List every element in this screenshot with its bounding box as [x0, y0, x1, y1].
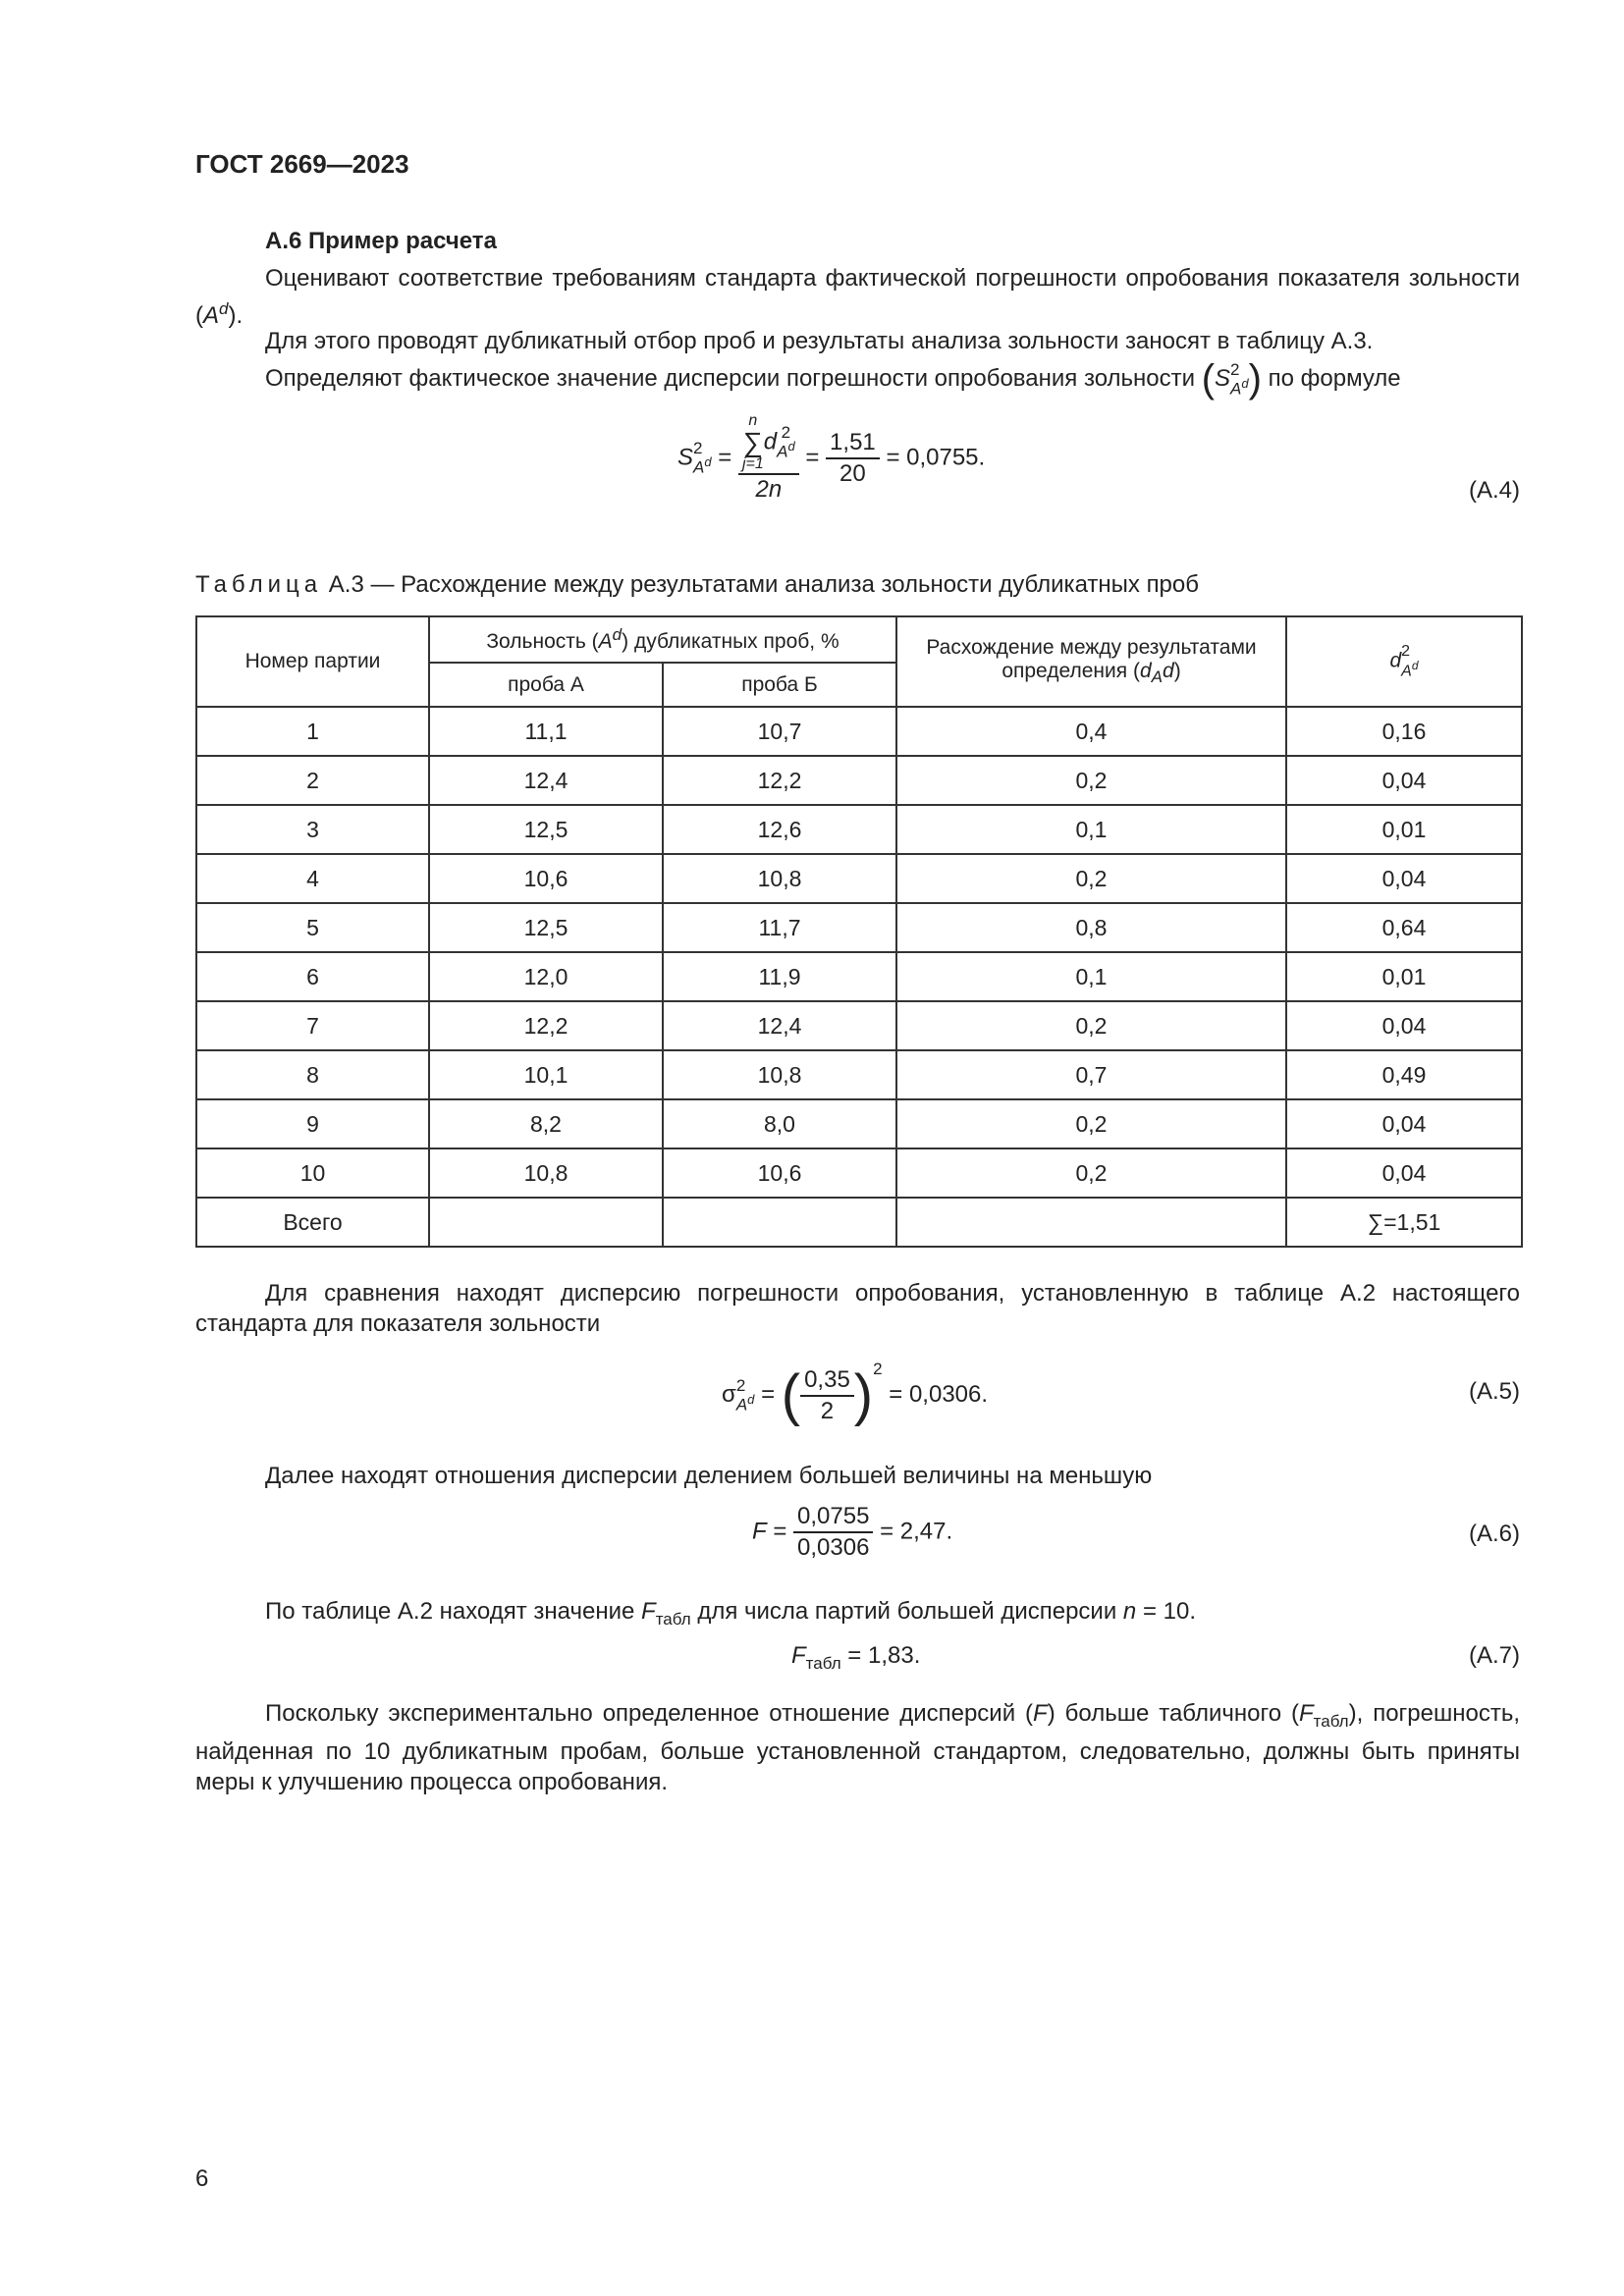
equation-a6-label: (А.6): [1468, 1521, 1520, 1547]
paragraph-4: Для сравнения находят дисперсию погрешности опробования, установленную в таблице А.2 настоящего стандарта для показателя зольности: [195, 1280, 1520, 1337]
equation-a5-label: (А.5): [1468, 1378, 1520, 1405]
header-d-squared: d 2 $A^d$: [1286, 616, 1522, 707]
table-row: 6 12,0 11,9 0,1 0,01: [196, 952, 1522, 1001]
table-row: 10 10,8 10,6 0,2 0,04: [196, 1148, 1522, 1198]
header-sample-a: проба А: [429, 663, 663, 707]
paragraph-1: Оценивают соответствие требованиям стандарта фактической погрешности опробования показателя зольности $(A^d)$.: [195, 265, 1520, 329]
table-row: 1 11,1 10,7 0,4 0,16: [196, 707, 1522, 756]
table-row: 5 12,5 11,7 0,8 0,64: [196, 903, 1522, 952]
equation-a7-label: (А.7): [1468, 1642, 1520, 1669]
section-title: А.6 Пример расчета: [265, 228, 497, 254]
header-ash: Зольность $(A^d)$ дубликатных проб, %: [429, 616, 896, 663]
equation-a6: F = $\frac{0,0755}{0,0306}$ = 2,47.: [752, 1503, 953, 1561]
paragraph-7: Поскольку экспериментально определенное отношение дисперсий (F) больше табличного $(F_{табл})$, погрешность, найденная по 10 дубликатным пробам, больше установленной стандартом, следовательно, должны быть приняты меры к улучшению процесса опробования.: [195, 1700, 1521, 1795]
paragraph-6: По таблице А.2 находят значение $F_{табл}$ для числа партий большей дисперсии n = 10.: [265, 1598, 1196, 1629]
page-number: 6: [195, 2165, 209, 2192]
table-total-row: Всего ∑=1,51: [196, 1198, 1522, 1247]
table-row: 7 12,2 12,4 0,2 0,04: [196, 1001, 1522, 1050]
document-code: ГОСТ 2669—2023: [195, 149, 409, 179]
table-row: 3 12,5 12,6 0,1 0,01: [196, 805, 1522, 854]
table-row: 4 10,6 10,8 0,2 0,04: [196, 854, 1522, 903]
paragraph-3: Определяют фактическое значение дисперсии погрешности опробования зольности (S 2 $A^d$ ) по формуле: [265, 357, 1401, 400]
table-row: 2 12,4 12,2 0,2 0,04: [196, 756, 1522, 805]
equation-a4: S 2 $A^d$ = n ∑ j=1 d 2 $A^d$ 2n = $\frac{1,51}{20}$ = 0,0755.: [677, 412, 986, 503]
table-row: 9 8,2 8,0 0,2 0,04: [196, 1099, 1522, 1148]
paragraph-5: Далее находят отношения дисперсии делением большей величины на меньшую: [265, 1463, 1153, 1489]
equation-a4-label: (А.4): [1468, 477, 1520, 504]
paragraph-2: Для этого проводят дубликатный отбор проб и результаты анализа зольности заносят в таблицу А.3.: [265, 328, 1374, 354]
table-row: 8 10,1 10,8 0,7 0,49: [196, 1050, 1522, 1099]
table-caption: Таблица А.3 — Расхождение между результатами анализа зольности дубликатных проб: [195, 571, 1199, 598]
equation-a7: $F_{табл} = 1,83$.: [791, 1642, 921, 1673]
data-table: [195, 615, 1523, 1248]
header-batch: Номер партии: [196, 616, 429, 707]
header-sample-b: проба Б: [663, 663, 896, 707]
header-difference: Расхождение между результатами определения $(d_Ad)$: [896, 616, 1286, 707]
equation-a5: σ 2 $A^d$ = ( $\frac{0,35}{2}$ )$^2$ = 0,0306.: [722, 1360, 989, 1428]
